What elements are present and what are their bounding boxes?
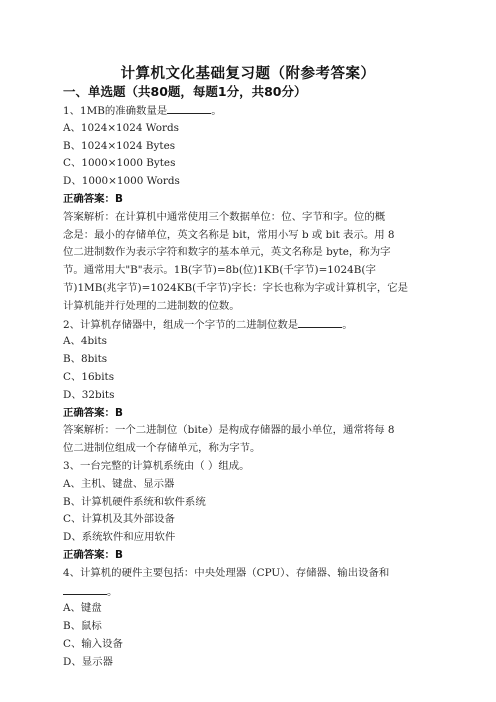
option-c: C、计算机及其外部设备: [63, 513, 175, 526]
explanation-line: 节。通常用大"B"表示。1B(字节)=8b(位)1KB(千字节)=1024B(字: [63, 264, 376, 277]
option-d: D、32bits: [63, 388, 115, 401]
explanation-line: 节)1MB(兆字节)=1024KB(千字节)字长：字长也称为字或计算机字，它是: [63, 281, 409, 294]
explanation-line: 答案解析：一个二进制位（bite）是构成存储器的最小单位，通常将每 8: [63, 424, 395, 437]
answer-blank: [63, 583, 107, 595]
option-d: D、1000×1000 Words: [63, 175, 180, 188]
question-stem: 2、计算机存储器中，组成一个字节的二进制位数是 。: [63, 316, 435, 334]
correct-answer: 正确答案：B: [63, 406, 123, 419]
section-heading: 一、单选题（共80题，每题1分，共80分）: [63, 84, 307, 99]
explanation-line: 位二进制位组成一个存储单元，称为字节。: [63, 442, 261, 455]
option-b: B、计算机硬件系统和软件系统: [63, 495, 206, 508]
question-stem: 4、计算机的硬件主要包括：中央处理器（CPU）、存储器、输出设备和: [63, 566, 390, 579]
option-a: A、键盘: [63, 602, 102, 615]
option-d: D、系统软件和应用软件: [63, 531, 176, 544]
option-a: A、1024×1024 Words: [63, 121, 179, 134]
document-title: 计算机文化基础复习题（附参考答案）: [120, 66, 376, 82]
question-stem: 3、一台完整的计算机系统由（ ）组成。: [63, 459, 250, 472]
correct-answer: 正确答案：B: [63, 548, 123, 561]
question-stem-continued: 。: [63, 583, 435, 601]
option-d: D、显示器: [63, 655, 113, 668]
option-a: A、主机、键盘、显示器: [63, 477, 175, 490]
question-1: [63, 102, 435, 316]
explanation-line: 计算机能并行处理的二进制数的位数。: [63, 299, 240, 312]
question-list: [63, 102, 435, 672]
question-3: [63, 458, 435, 565]
explanation-line: 念是：最小的存储单位，英文名称是 bit，常用小写 b 或 bit 表示。用 8: [63, 228, 395, 241]
option-b: B、1024×1024 Bytes: [63, 139, 176, 152]
question-stem: 1、1MB的准确数量是 。: [63, 102, 435, 120]
option-c: C、1000×1000 Bytes: [63, 157, 176, 170]
explanation-line: 答案解析：在计算机中通常使用三个数据单位：位、字节和字。位的概: [63, 210, 386, 223]
option-c: C、16bits: [63, 370, 115, 383]
correct-answer: 正确答案：B: [63, 192, 123, 205]
explanation-line: 位二进制数作为表示字符和数字的基本单元，英文名称是 byte，称为字: [63, 246, 391, 259]
question-4: [63, 565, 435, 672]
option-a: A、4bits: [63, 335, 107, 348]
question-2: [63, 316, 435, 458]
option-b: B、鼠标: [63, 620, 102, 633]
option-b: B、8bits: [63, 353, 108, 366]
answer-blank: [167, 102, 211, 114]
option-c: C、输入设备: [63, 637, 123, 650]
answer-blank: [298, 316, 342, 328]
